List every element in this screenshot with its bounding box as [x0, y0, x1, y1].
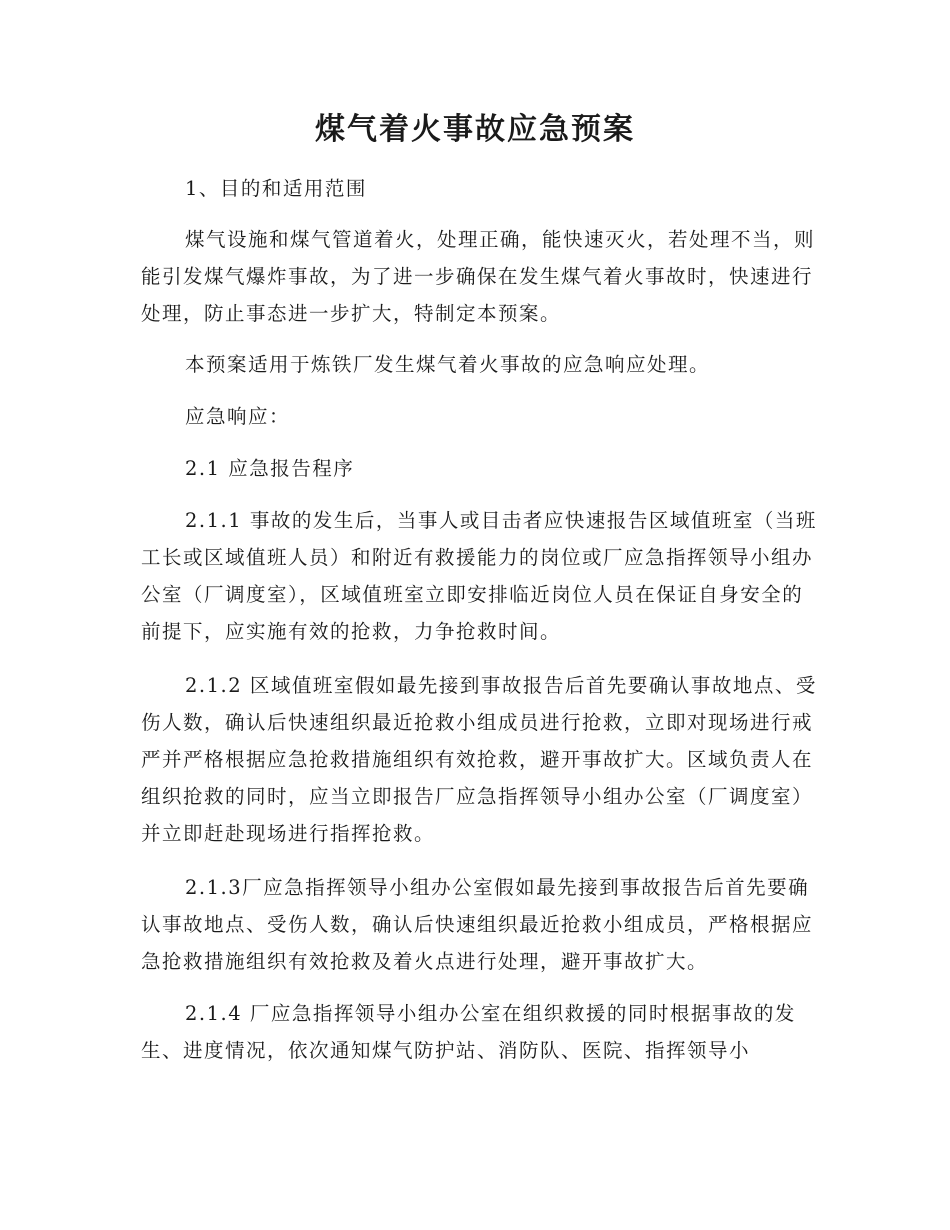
- paragraph-2-1-4: 2.1.4 厂应急指挥领导小组办公室在组织救援的同时根据事故的发生、进度情况，依次通知煤气防护站、消防队、医院、指挥领导小: [141, 1002, 796, 1062]
- heading-report-procedure: 2.1 应急报告程序: [185, 457, 355, 480]
- paragraph-2-1-3: 2.1.3厂应急指挥领导小组办公室假如最先接到事故报告后首先要确认事故地点、受伤人数，确认后快速组织最近抢救小组成员，严格根据应急抢救措施组织有效抢救及着火点进行处理，避开事故扩大。: [141, 876, 814, 973]
- paragraph-scope: 本预案适用于炼铁厂发生煤气着火事故的应急响应处理。: [185, 353, 711, 376]
- paragraph-2-1-1: 2.1.1 事故的发生后，当事人或目击者应快速报告区域值班室（当班工长或区域值班人员）和附近有救援能力的岗位或厂应急指挥领导小组办公室（厂调度室），区域值班室立即安排临近岗位人员在保证自身安全的前提下，应实施有效的抢救，力争抢救时间。: [141, 509, 817, 643]
- heading-emergency-response: 应急响应：: [185, 405, 291, 428]
- paragraph-2-1-2: 2.1.2 区域值班室假如最先接到事故报告后首先要确认事故地点、受伤人数，确认后快速组织最近抢救小组成员进行抢救，立即对现场进行戒严并严格根据应急抢救措施组织有效抢救，避开事故扩大。区域负责人在组织抢救的同时，应当立即报告厂应急指挥领导小组办公室（厂调度室）并立即赶赴现场进行指挥抢救。: [141, 674, 817, 845]
- heading-purpose-scope: 1、目的和适用范围: [185, 177, 367, 200]
- document-title: 煤气着火事故应急预案: [315, 112, 635, 147]
- paragraph-purpose: 煤气设施和煤气管道着火，处理正确，能快速灭火，若处理不当，则能引发煤气爆炸事故，为了进一步确保在发生煤气着火事故时，快速进行处理，防止事态进一步扩大，特制定本预案。: [141, 228, 816, 325]
